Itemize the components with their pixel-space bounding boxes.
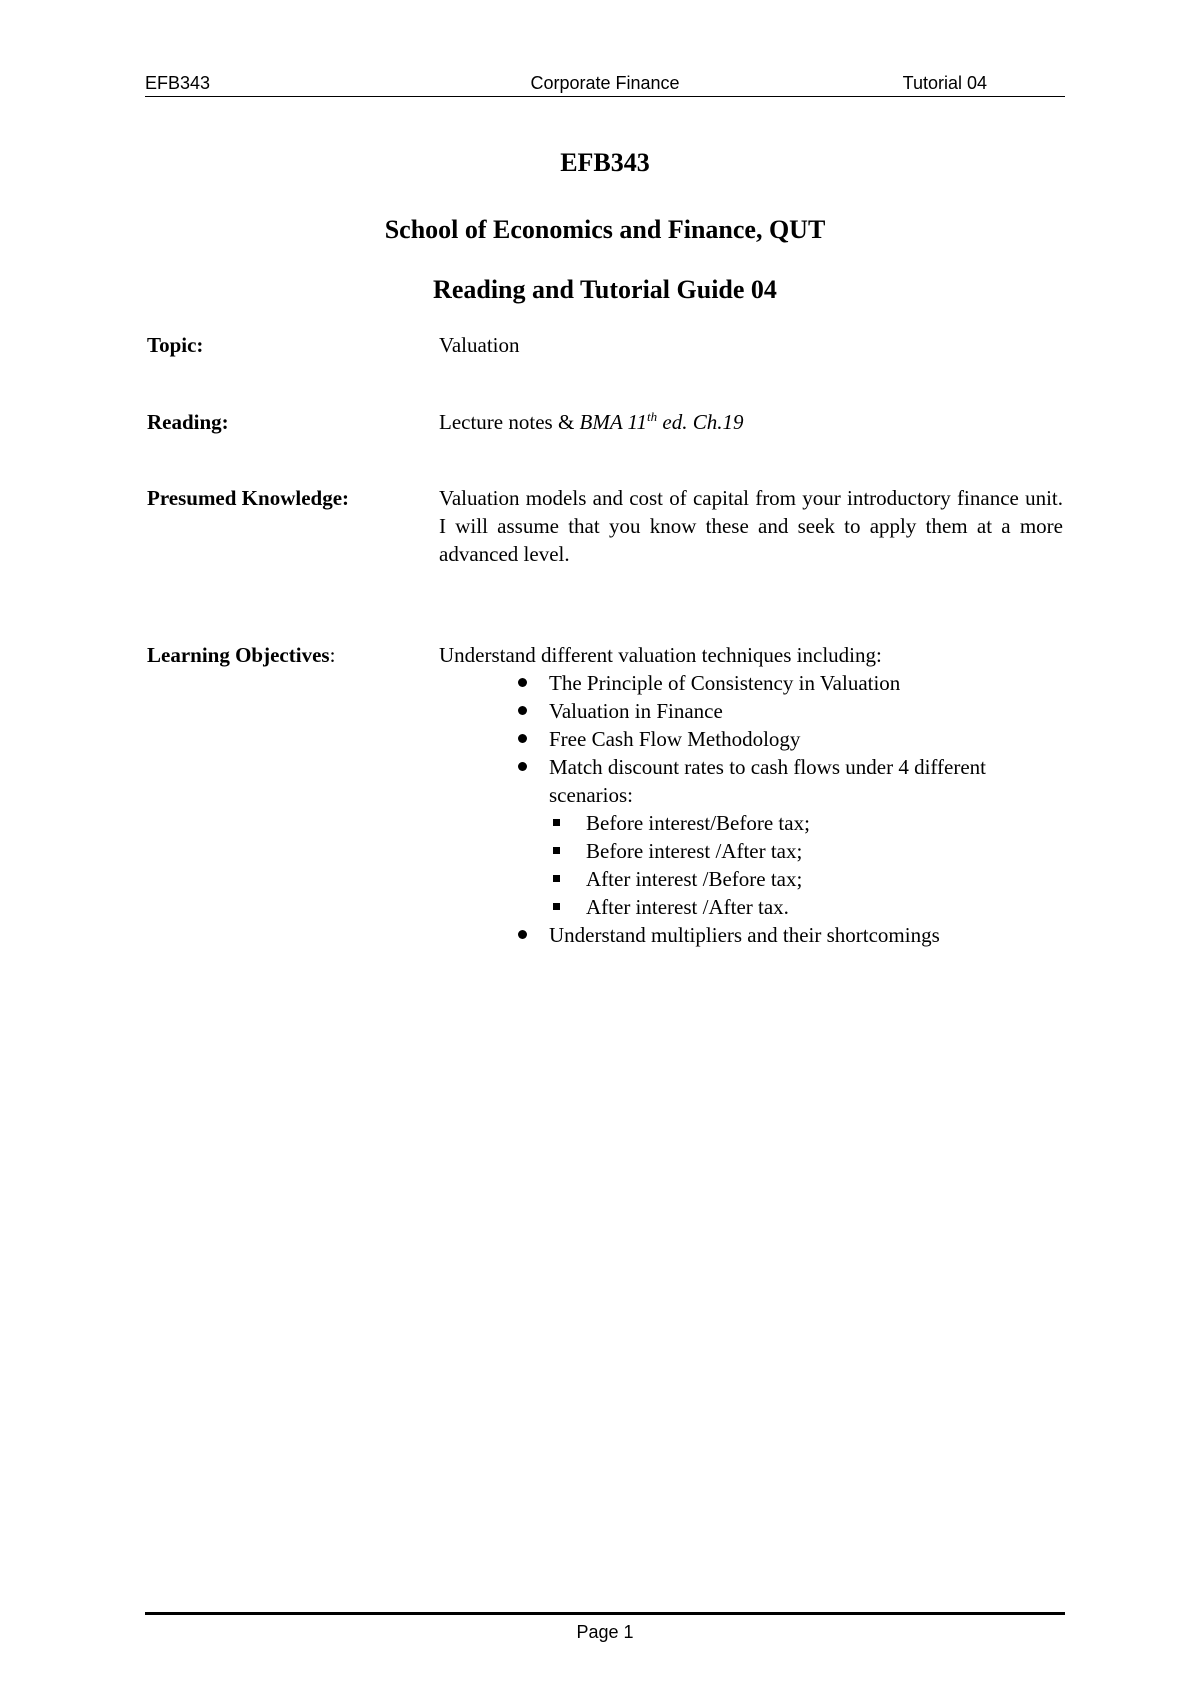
list-item — [439, 725, 1063, 753]
objectives-label-text: Learning Objectives — [147, 643, 330, 667]
document-title-code: EFB343 — [560, 148, 650, 177]
square-bullet-icon — [553, 847, 560, 854]
scenario-list — [549, 809, 1063, 921]
sub-list-item-text: Before interest /After tax; — [586, 839, 803, 863]
square-bullet-icon — [553, 875, 560, 882]
bullet-icon — [518, 762, 527, 771]
bullet-icon — [518, 678, 527, 687]
list-item-text: Understand multipliers and their shortcomings — [549, 923, 940, 947]
topic-value: Valuation — [439, 333, 520, 357]
document-title-guide: Reading and Tutorial Guide 04 — [433, 275, 777, 304]
list-item — [439, 669, 1063, 697]
knowledge-label: Presumed Knowledge: — [147, 486, 350, 510]
topic-label: Topic: — [147, 333, 204, 357]
document-title-school: School of Economics and Finance, QUT — [384, 215, 826, 244]
reading-label: Reading: — [147, 410, 229, 434]
sub-list-item-text: Before interest/Before tax; — [586, 811, 810, 835]
reading-prefix: Lecture notes & — [439, 410, 580, 434]
objectives-list — [439, 669, 1063, 949]
reading-book: BMA 11 — [579, 410, 647, 434]
list-item — [439, 697, 1063, 725]
reading-value — [439, 408, 1063, 436]
sub-list-item — [549, 809, 1063, 837]
header-tutorial-number: Tutorial 04 — [902, 73, 987, 93]
objectives-label — [147, 641, 335, 669]
list-item — [439, 921, 1063, 949]
bullet-icon — [518, 734, 527, 743]
page-header — [145, 72, 1065, 97]
header-course-title: Corporate Finance — [530, 73, 680, 93]
sub-list-item-text: After interest /Before tax; — [586, 867, 803, 891]
list-item-text: Match discount rates to cash flows under 4 different scenarios: — [549, 755, 986, 807]
sub-list-item — [549, 837, 1063, 865]
objectives-section — [439, 641, 1063, 949]
objectives-label-colon: : — [329, 643, 336, 667]
list-item — [439, 753, 1063, 921]
reading-chapter: ed. Ch.19 — [657, 410, 744, 434]
square-bullet-icon — [553, 903, 560, 910]
bullet-icon — [518, 706, 527, 715]
sub-list-item-text: After interest /After tax. — [586, 895, 789, 919]
knowledge-value: Valuation models and cost of capital from your introductory finance unit. I will assume that you know these and seek to apply them at a more advanced level. — [439, 486, 1063, 566]
square-bullet-icon — [553, 819, 560, 826]
list-item-text: Valuation in Finance — [549, 699, 723, 723]
page-number: Page 1 — [576, 1622, 634, 1642]
bullet-icon — [518, 930, 527, 939]
sub-list-item — [549, 865, 1063, 893]
list-item-text: Free Cash Flow Methodology — [549, 727, 801, 751]
objectives-intro: Understand different valuation techniques including: — [439, 643, 882, 667]
list-item-text: The Principle of Consistency in Valuation — [549, 671, 901, 695]
header-course-code: EFB343 — [145, 73, 211, 93]
reading-edition-suffix: th — [647, 409, 658, 424]
page-footer — [145, 1612, 1065, 1643]
sub-list-item — [549, 893, 1063, 921]
